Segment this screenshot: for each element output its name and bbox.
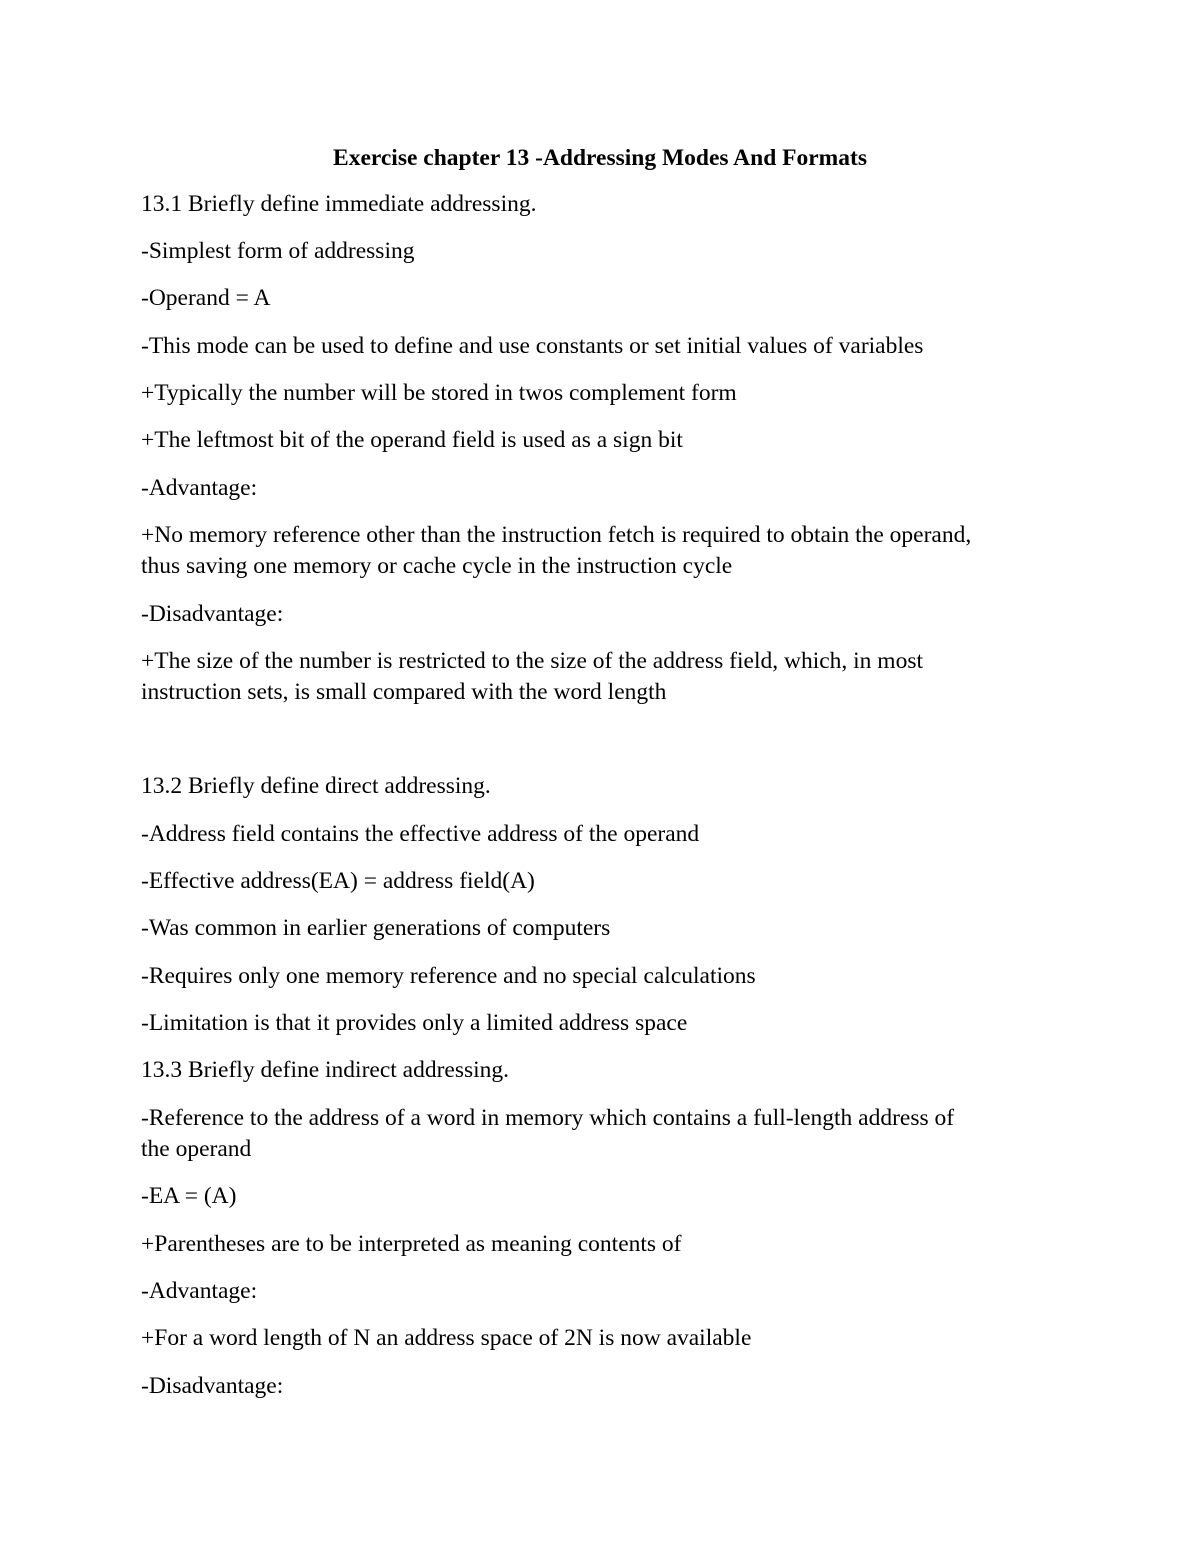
text-line: -Address field contains the effective address of the operand — [141, 821, 700, 847]
text-line: -Operand = A — [141, 285, 271, 311]
text-line: -This mode can be used to define and use constants or set initial values of variables — [141, 333, 924, 359]
text-line: +Parentheses are to be interpreted as meaning contents of — [141, 1231, 682, 1257]
text-line: -EA = (A) — [141, 1183, 237, 1209]
text-line: thus saving one memory or cache cycle in the instruction cycle — [141, 553, 733, 579]
question-13-1: 13.1 Briefly define immediate addressing. — [141, 191, 537, 217]
text-line: -Limitation is that it provides only a limited address space — [141, 1010, 688, 1036]
text-line: -Advantage: — [141, 475, 258, 501]
question-13-3: 13.3 Briefly define indirect addressing. — [141, 1057, 510, 1083]
text-line: +For a word length of N an address space of 2N is now available — [141, 1325, 752, 1351]
document-title: Exercise chapter 13 -Addressing Modes And Formats — [333, 145, 867, 171]
text-line: -Requires only one memory reference and no special calculations — [141, 963, 756, 989]
text-line: -Was common in earlier generations of computers — [141, 915, 611, 941]
text-line: +No memory reference other than the instruction fetch is required to obtain the operand, — [141, 522, 972, 548]
text-line: +Typically the number will be stored in twos complement form — [141, 380, 737, 406]
question-13-2: 13.2 Briefly define direct addressing. — [141, 773, 491, 799]
text-line: -Disadvantage: — [141, 601, 284, 627]
text-line: -Effective address(EA) = address field(A) — [141, 868, 535, 894]
text-line: -Simplest form of addressing — [141, 238, 415, 264]
text-line: the operand — [141, 1136, 252, 1162]
text-line: -Reference to the address of a word in memory which contains a full-length address of — [141, 1105, 955, 1131]
text-line: instruction sets, is small compared with the word length — [141, 679, 667, 705]
text-line: +The size of the number is restricted to the size of the address field, which, in most — [141, 648, 924, 674]
text-line: +The leftmost bit of the operand field is used as a sign bit — [141, 427, 683, 453]
text-line: -Advantage: — [141, 1278, 258, 1304]
text-line: -Disadvantage: — [141, 1373, 284, 1399]
